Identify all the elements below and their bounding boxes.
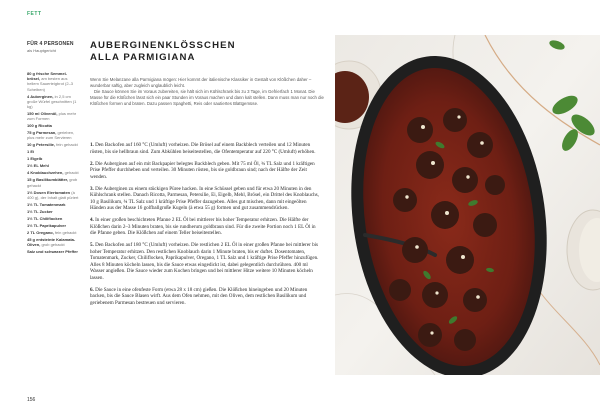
recipe-step xyxy=(90,186,322,212)
step-number: 2. xyxy=(90,160,96,167)
ingredient-quantity: 1½ TL Zucker xyxy=(27,208,53,214)
ingredient-item xyxy=(27,190,79,200)
step-number: 4. xyxy=(90,217,96,223)
ingredient-quantity: 1½ EL Mehl xyxy=(27,163,49,169)
ingredient-quantity: Salz und schwarzer Pfeffer xyxy=(27,249,78,255)
portions-label: FÜR 4 PERSONEN xyxy=(27,41,74,47)
ingredient-quantity: 45 g entsteinte Kalamata-Oliven, xyxy=(27,236,76,248)
recipe-title xyxy=(90,40,330,64)
ingredient-quantity: 15 g Basilikumblätter, xyxy=(27,177,69,183)
step-text: Die Auberginen auf ein mit Backpapier belegtes Backblech geben. Mit 75 ml Öl, ¾ TL Salz und 1 kräftigen Prise Pfeffer durchheben und verteilen. 30 Minuten rösten, bis sie goldbraun sind; nach der Hälfte der Zeit wenden. xyxy=(90,160,315,180)
intro-paragraph: Die Sauce können Sie im Voraus zubereiten, sie hält sich im Kühlschrank bis zu 3 Tage, im Gefrierfach 1 Monat. Die Masse für die Klößchen lässt sich ein paar Stunden im Voraus machen und dann kalt stellen. Dann muss man nur noch die Klößchen formen und braten. Dazu passen Spaghetti, Reis oder sautiertes Blattgemüse. xyxy=(90,89,324,106)
step-number: 1. xyxy=(90,142,96,148)
ingredient-item xyxy=(27,249,79,254)
step-number: 3. xyxy=(90,185,96,192)
ingredient-quantity: 1 Ei xyxy=(27,149,35,155)
ingredient-description: grob gehackt xyxy=(27,177,78,188)
ingredient-description: fein gehackt xyxy=(55,142,78,148)
ingredient-description: gerieben, plus mehr zum Servieren xyxy=(27,130,75,141)
ingredient-item xyxy=(27,216,79,221)
recipe-title-line-1: AUBERGINENKLÖSSCHEN xyxy=(90,40,236,51)
ingredient-description: fein gehackt xyxy=(53,229,77,235)
recipe-step xyxy=(90,142,322,155)
recipe-step xyxy=(90,242,322,281)
ingredient-quantity: 80 g frische Semmel-brösel, xyxy=(27,71,68,82)
ingredient-item xyxy=(27,111,79,121)
ingredient-description: gehackt xyxy=(63,170,79,176)
ingredients-sidebar xyxy=(27,41,79,256)
ingredient-quantity: 1½ TL Chiliflocken xyxy=(27,215,63,221)
ingredient-item xyxy=(27,123,79,128)
ingredient-item xyxy=(27,94,79,110)
recipe-intro xyxy=(90,77,324,107)
ingredient-description: in 2,5 cm große Würfel geschnitten (1 kg) xyxy=(27,93,77,110)
section-tag: FETT xyxy=(27,11,42,17)
step-number: 5. xyxy=(90,242,96,248)
ingredient-description: am besten aus hellem Sauerteigbrot (2–3 Scheiben) xyxy=(27,76,74,92)
recipe-step xyxy=(90,287,322,307)
ingredient-item xyxy=(27,202,79,207)
ingredient-quantity: 1 Eigelb xyxy=(27,156,43,162)
step-text: Den Backofen auf 160 °C (Umluft) vorheizen. Die Brösel auf einem Backblech verteilen und 12 Minuten rösten, bis sie hellbraun sind. Zum Abkühlen beiseitestellen, die Ofentemperatur auf 220 °C (Umluft) erhöhen. xyxy=(90,142,316,155)
page-number: 156 xyxy=(27,397,36,403)
ingredient-quantity: 1½ TL Paprikapulver xyxy=(27,222,67,228)
ingredient-quantity: 4 Auberginen, xyxy=(27,93,54,99)
ingredient-item xyxy=(27,209,79,214)
ingredient-item xyxy=(27,130,79,140)
step-text: Die Sauce in eine ofenfeste Form (etwa 28 x 18 cm) gießen. Die Klößchen hineingeben und 20 Minuten backen, bis die Sauce Blasen wirft. Aus dem Ofen nehmen, mit den Oliven, dem restlichen Basilikum und geriebenem Parmesan bestreuen und servieren. xyxy=(90,286,308,306)
dish-photo xyxy=(335,35,600,375)
recipe-step xyxy=(90,217,322,237)
ingredient-item xyxy=(27,149,79,154)
ingredient-item xyxy=(27,163,79,168)
ingredient-item xyxy=(27,71,79,92)
ingredient-quantity: 150 ml Olivenöl, xyxy=(27,111,58,117)
recipe-steps xyxy=(90,142,322,312)
ingredient-item xyxy=(27,177,79,187)
portions-subtitle: als Hauptgericht xyxy=(27,48,56,53)
ingredient-quantity: 10 g Petersilie, xyxy=(27,142,56,148)
recipe-title-line-2: ALLA PARMIGIANA xyxy=(90,52,196,63)
ingredient-item xyxy=(27,237,79,247)
ingredient-quantity: 1½ Dosen Eiertomaten xyxy=(27,189,71,195)
ingredient-item xyxy=(27,230,79,235)
ingredient-quantity: 1½ TL Tomatenmark xyxy=(27,201,66,207)
ingredient-list xyxy=(27,71,79,254)
ingredient-item xyxy=(27,142,79,147)
ingredient-item xyxy=(27,156,79,161)
ingredient-quantity: 100 g Ricotta xyxy=(27,123,52,129)
step-text: Den Backofen auf 180 °C (Umluft) vorheizen. Die restlichen 2 EL Öl in einer großen Pfanne bei mittlerer bis hoher Temperatur erhitzen. Den restlichen Knoblauch darin 1 Minute braten, bis er duftet. Dosentomaten, Tomatenmark, Zucker, Chiliflocken, Paprikapulver, Oregano, 1 TL Salz und 1 kräftige Prise Pfeffer hinzufügen. Alles 8 Minuten köcheln lassen, bis die Sauce etwas eingedickt ist, dabei gelegentlich durchrühren. 400 ml Wasser angießen. Die Sauce wieder zum Kochen bringen und bei mittlerer Hitze weitere 10 Minuten köcheln lassen. xyxy=(90,242,319,281)
step-number: 6. xyxy=(90,286,96,293)
ingredient-item xyxy=(27,170,79,175)
ingredient-quantity: 2 TL Oregano, xyxy=(27,229,54,235)
ingredient-description: grob gehackt xyxy=(40,242,65,248)
ingredient-description: plus mehr zum Formen xyxy=(27,111,77,122)
ingredient-item xyxy=(27,223,79,228)
ingredient-quantity: 4 Knoblauchzehen, xyxy=(27,170,64,176)
step-text: In einer großen beschichteten Pfanne 2 EL Öl bei mittlerer bis hoher Temperatur erhitzen. Die Hälfte der Klößchen darin 2–3 Minuten braten, bis sie rundherum goldbraun sind. Für die zweite Portion noch 1 EL Öl in die Pfanne geben. Die Klößchen auf einem Teller beiseitestellen. xyxy=(90,217,316,236)
step-text: Die Auberginen zu einem stückigen Püree hacken. In eine Schüssel geben und für etwa 20 Minuten in den Kühlschrank stellen. Danach Ricotta, Parmesan, Petersilie, Ei, Eigelb, Mehl, Brösel, ein Drittel des Knoblauchs, 10 g Basilikum, ¾ TL Salz und 1 kräftige Prise Pfeffer dazugeben. Alles gut mischen, dann mit eingeölten Händen aus der Masse 16 golfballgroße Kugeln (à etwa 55 g) formen und gut zusammendrücken. xyxy=(90,185,319,211)
intro-paragraph: Wenn Sie Melanzane alla Parmigiana mögen: Hier kommt der italienische Klassiker in Gestalt von Klößchen daher – wunderbar saftig, aber zugleich unglaublich leicht. xyxy=(90,77,312,88)
ingredient-quantity: 75 g Parmesan, xyxy=(27,130,57,136)
recipe-step xyxy=(90,161,322,181)
ingredient-description: (à 400 g), der Inhalt glatt püriert xyxy=(27,189,79,200)
